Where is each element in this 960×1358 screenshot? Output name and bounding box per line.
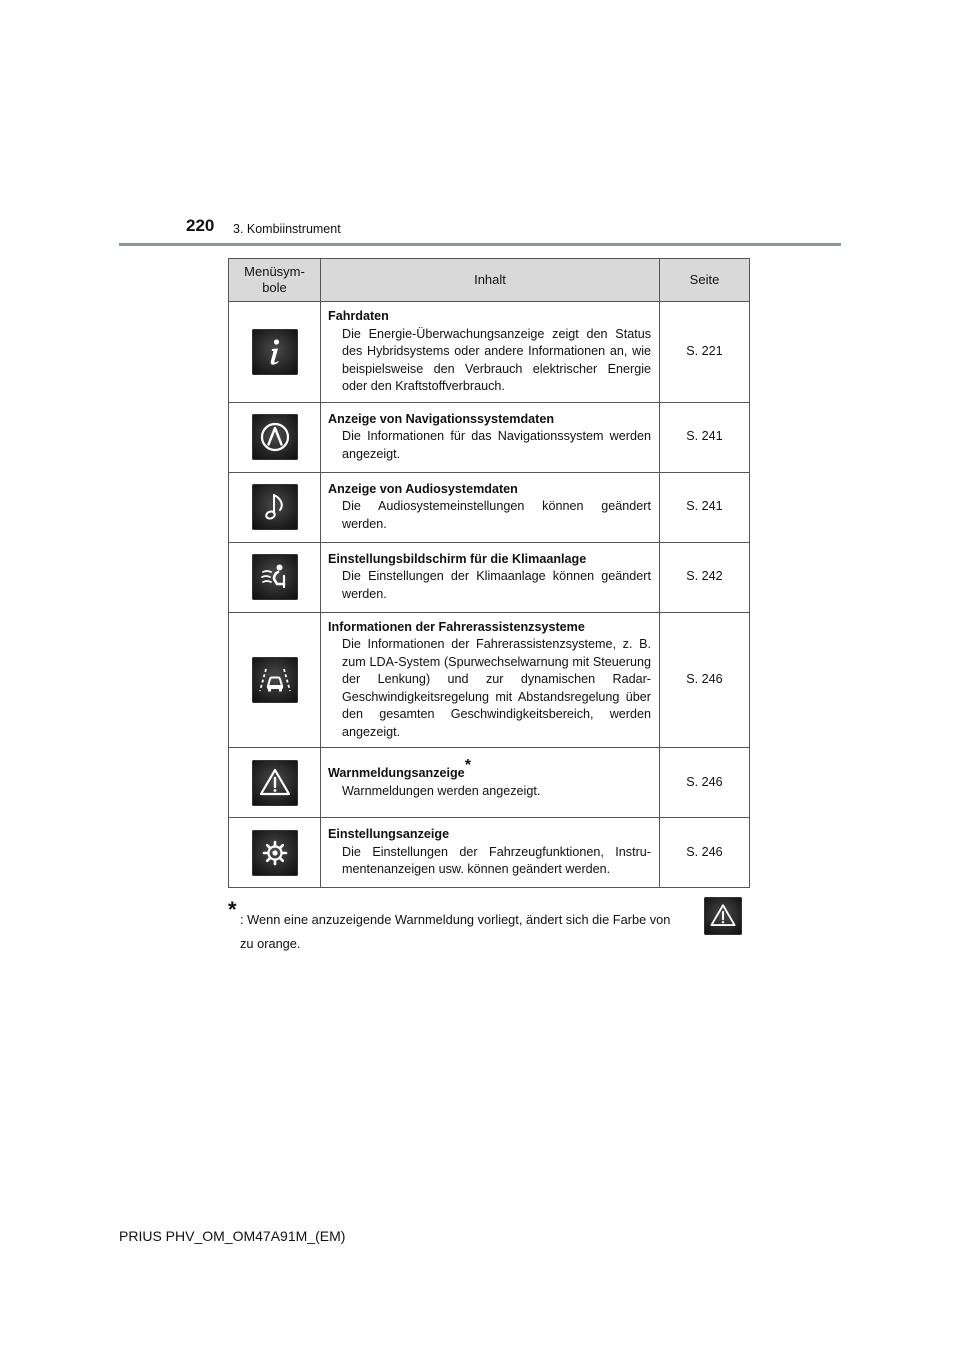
- footnote-mark: *: [228, 897, 237, 922]
- table-row: [229, 818, 750, 888]
- warning-icon: [704, 897, 742, 935]
- driver-assist-icon: [252, 657, 298, 703]
- page-reference: S. 246: [660, 818, 750, 888]
- entry-title: Anzeige von Navigationssystemdaten: [328, 411, 555, 426]
- footnote-mark: *: [464, 756, 471, 774]
- entry-title: Warnmeldungsanzeige*: [328, 756, 471, 780]
- page-reference: S. 221: [660, 302, 750, 403]
- page-reference: S. 246: [660, 612, 750, 748]
- menu-symbols-table: [228, 258, 750, 888]
- document-code: PRIUS PHV_OM_OM47A91M_(EM): [119, 1228, 346, 1244]
- page-reference: S. 246: [660, 748, 750, 818]
- table-row: [229, 302, 750, 403]
- footnote-text: : Wenn eine anzuzeigende Warnmeldung vorliegt, ändert sich die Farbe von: [240, 912, 671, 927]
- entry-description: Die Einstellungen der Fahrzeugfunktionen, Instrumentenanzeigen usw. können geändert werden.: [342, 844, 651, 877]
- table-header-row: [229, 259, 750, 302]
- header-content: Inhalt: [321, 259, 660, 302]
- entry-title: Informationen der Fahrerassistenzsysteme: [328, 619, 585, 634]
- entry-description: Die Audiosystemeinstellungen können geändert werden.: [342, 499, 651, 531]
- header-menu-symbols: Menüsym- bole: [229, 259, 321, 302]
- entry-title: Einstellungsanzeige: [328, 827, 450, 842]
- info-icon: [252, 329, 298, 375]
- footnote-continuation: zu orange.: [240, 936, 301, 951]
- entry-title: Einstellungsbildschirm für die Klimaanlage: [328, 551, 587, 566]
- climate-icon: [252, 554, 298, 600]
- table-row: [229, 542, 750, 612]
- entry-title: Anzeige von Audiosystemdaten: [328, 481, 518, 496]
- entry-description: Die Einstellungen der Klimaanlage können geändert werden.: [342, 569, 651, 601]
- warning-icon: [252, 760, 298, 806]
- table-row: [229, 472, 750, 542]
- entry-description: Die Informationen für das Navigationssystem werden angezeigt.: [342, 429, 651, 461]
- navigation-icon: [252, 414, 298, 460]
- music-note-icon: [252, 484, 298, 530]
- gear-icon: [252, 830, 298, 876]
- page-number: 220: [186, 216, 215, 235]
- chapter-title: 3. Kombiinstrument: [233, 222, 341, 236]
- entry-description: Die Energie-Überwachungsanzeige zeigt den Status des Hybridsystems oder andere Informationen an, wie beispielsweise den Verbrauch elektrischer Energie oder den Kraftstoffverbrauch.: [342, 326, 651, 393]
- entry-title: Fahrdaten: [328, 309, 389, 323]
- header-rule: [119, 243, 841, 246]
- table-row: [229, 612, 750, 748]
- table-row: [229, 748, 750, 818]
- header-page: Seite: [660, 259, 750, 302]
- entry-description: Die Informationen der Fahrerassistenzsysteme, z. B. zum LDA-System (Spurwechselwarnung mit Steuerung der Lenkung) und zur dynamischen Radar-Geschwindigkeitsregelung mit Abstandsregelung über den gesamten Geschwindigkeitsbereich, werden angezeigt.: [342, 637, 651, 739]
- page-reference: S. 241: [660, 472, 750, 542]
- page-reference: S. 242: [660, 542, 750, 612]
- table-row: [229, 402, 750, 472]
- entry-description: Warnmeldungen werden angezeigt.: [342, 783, 541, 798]
- page-reference: S. 241: [660, 402, 750, 472]
